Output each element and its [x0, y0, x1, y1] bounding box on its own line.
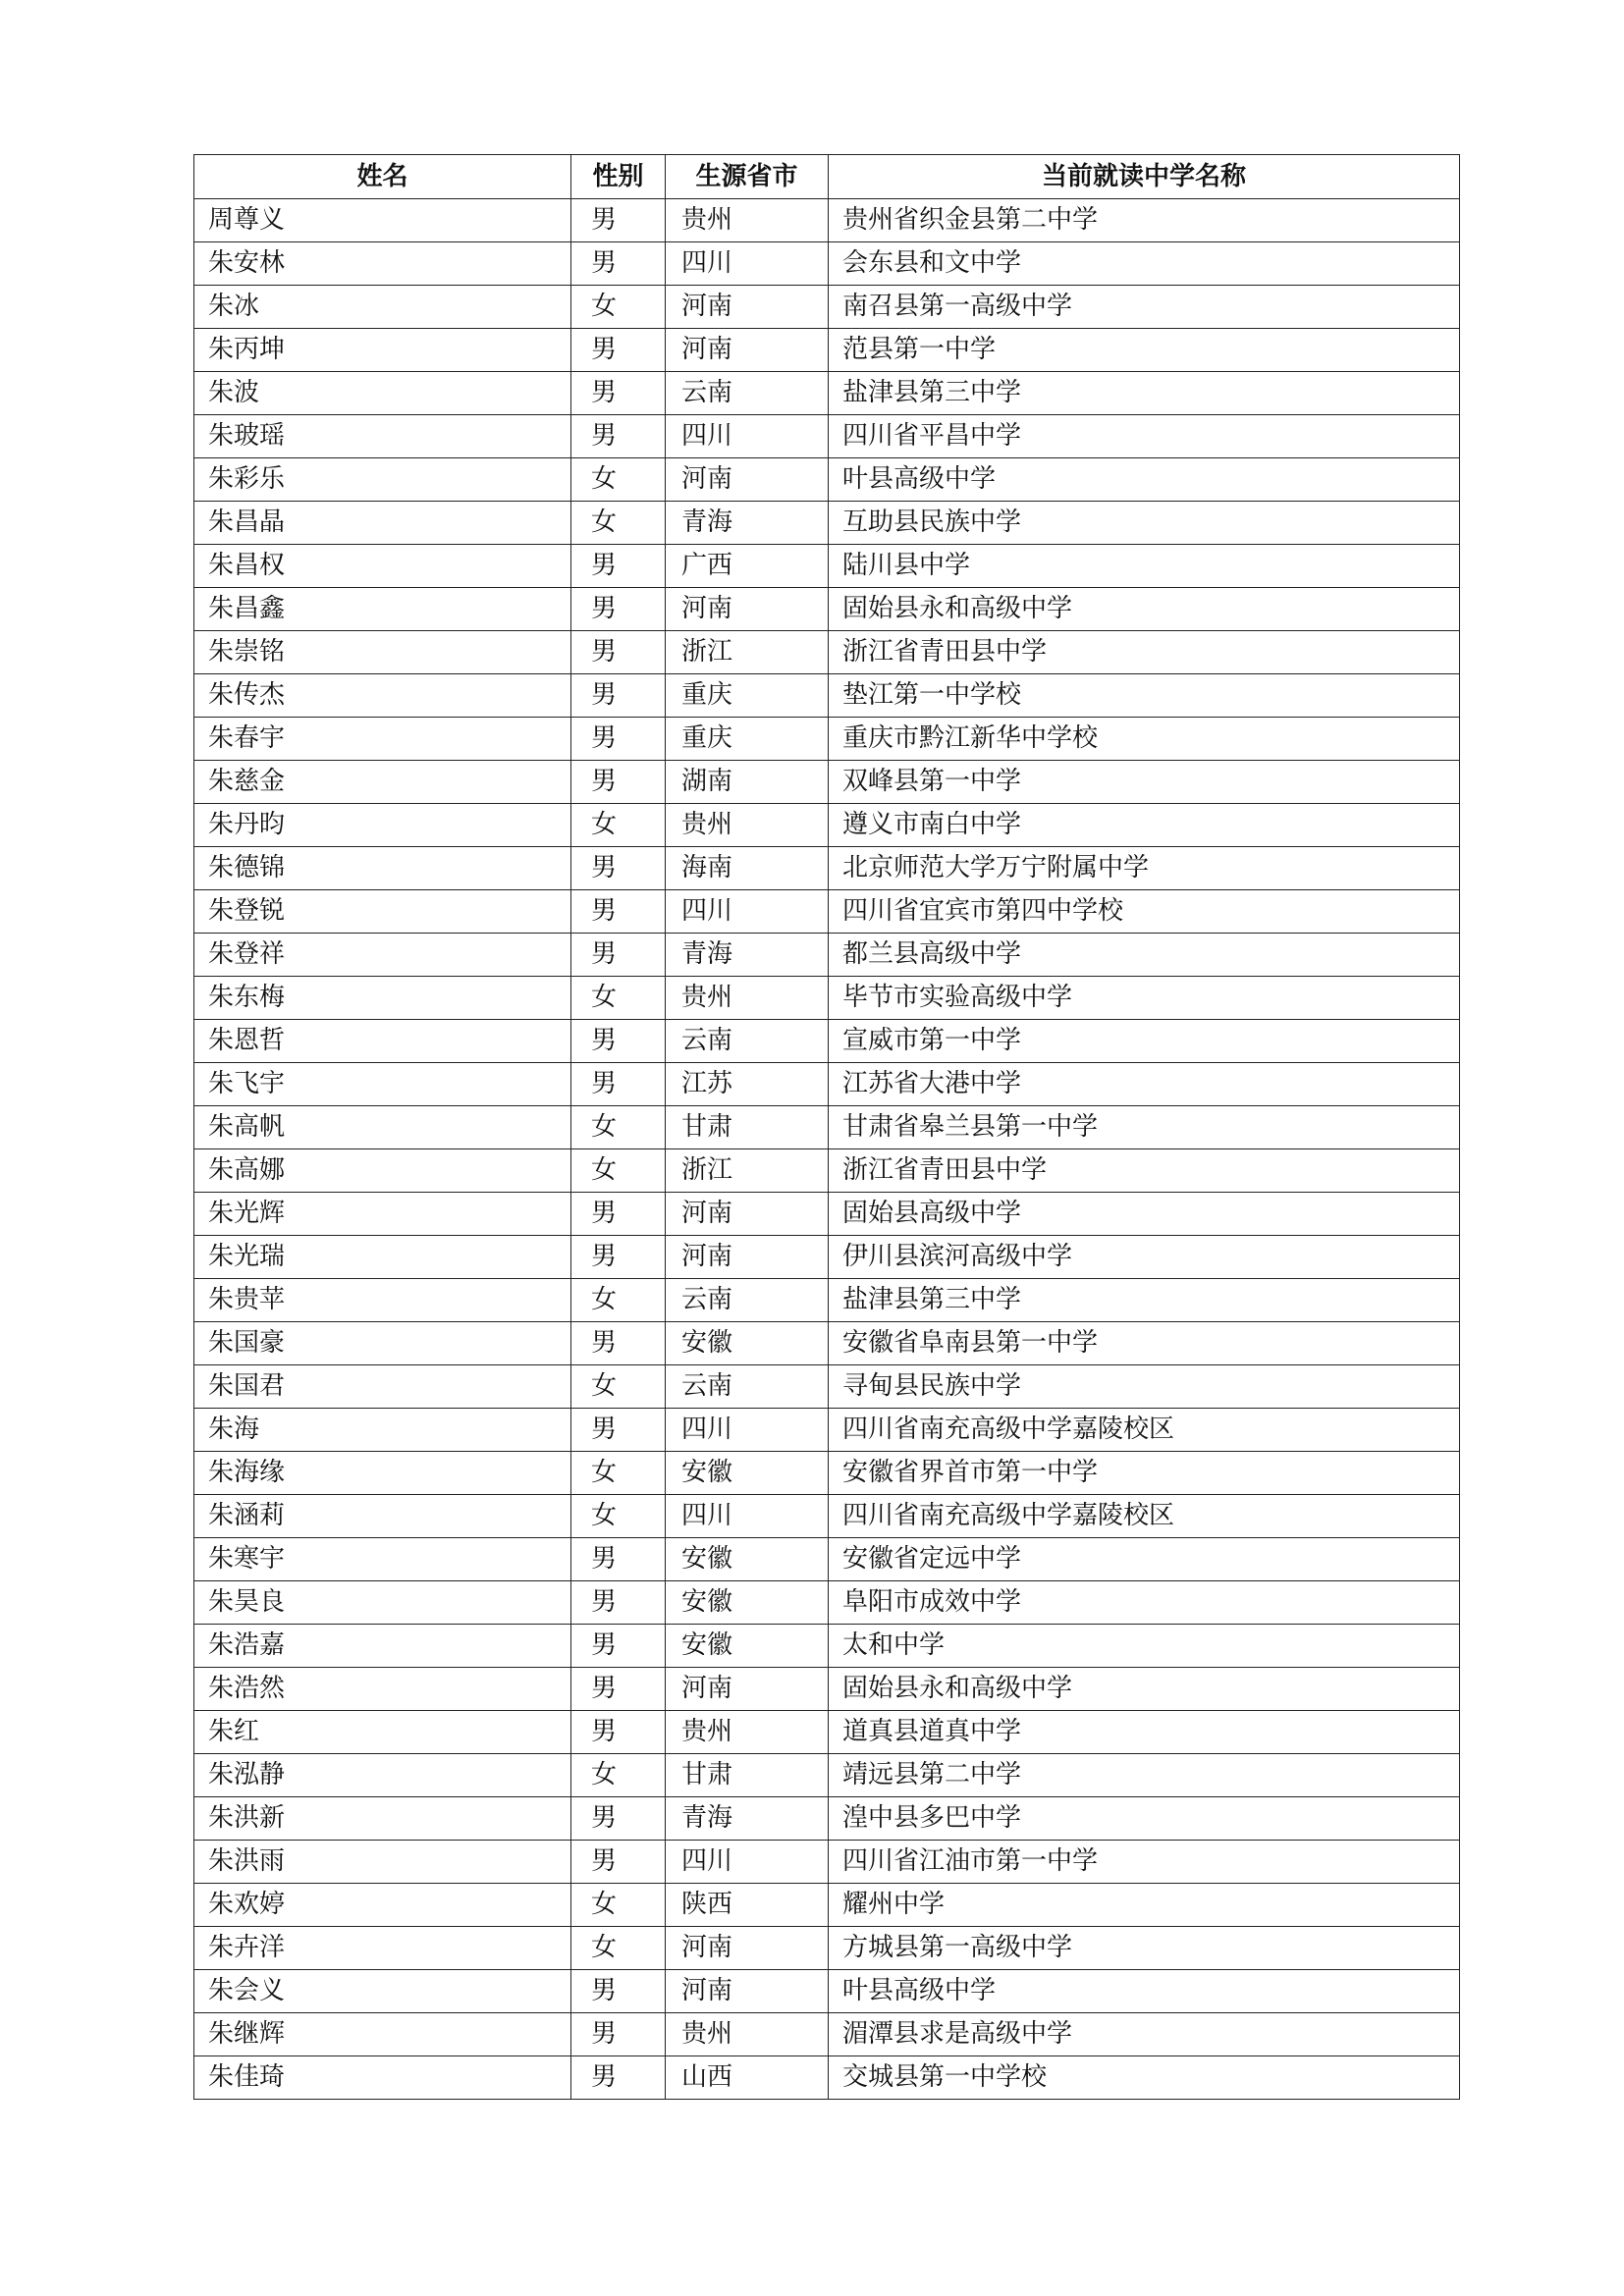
- table-row: [194, 372, 1460, 415]
- table-row: [194, 1106, 1460, 1149]
- roster-body: [194, 199, 1460, 2100]
- school-name-cell: 叶县高级中学: [829, 1970, 1460, 2013]
- gender-cell: 女: [571, 286, 666, 329]
- gender-cell: 男: [571, 199, 666, 242]
- student-name-cell: 朱登祥: [194, 934, 571, 977]
- school-name-cell: 方城县第一高级中学: [829, 1927, 1460, 1970]
- school-name-cell: 四川省南充高级中学嘉陵校区: [829, 1495, 1460, 1538]
- province-cell: 河南: [666, 286, 829, 329]
- table-row: [194, 329, 1460, 372]
- student-name-cell: 朱红: [194, 1711, 571, 1754]
- gender-cell: 女: [571, 1365, 666, 1409]
- gender-cell: 女: [571, 977, 666, 1020]
- table-row: [194, 1452, 1460, 1495]
- gender-cell: 男: [571, 1625, 666, 1668]
- student-name-cell: 朱昌鑫: [194, 588, 571, 631]
- gender-cell: 男: [571, 847, 666, 890]
- table-row: [194, 1711, 1460, 1754]
- school-name-cell: 四川省南充高级中学嘉陵校区: [829, 1409, 1460, 1452]
- school-name-cell: 固始县永和高级中学: [829, 588, 1460, 631]
- province-cell: 贵州: [666, 199, 829, 242]
- province-cell: 四川: [666, 1495, 829, 1538]
- province-cell: 贵州: [666, 1711, 829, 1754]
- school-name-cell: 甘肃省皋兰县第一中学: [829, 1106, 1460, 1149]
- student-name-cell: 朱玻瑶: [194, 415, 571, 458]
- school-name-cell: 互助县民族中学: [829, 502, 1460, 545]
- province-cell: 浙江: [666, 631, 829, 674]
- student-name-cell: 朱泓静: [194, 1754, 571, 1797]
- gender-cell: 男: [571, 1322, 666, 1365]
- table-row: [194, 2056, 1460, 2100]
- province-cell: 河南: [666, 458, 829, 502]
- province-cell: 河南: [666, 1236, 829, 1279]
- table-row: [194, 199, 1460, 242]
- province-cell: 青海: [666, 502, 829, 545]
- table-row: [194, 242, 1460, 286]
- province-cell: 四川: [666, 415, 829, 458]
- table-row: [194, 1668, 1460, 1711]
- school-name-cell: 安徽省界首市第一中学: [829, 1452, 1460, 1495]
- gender-cell: 男: [571, 890, 666, 934]
- province-cell: 安徽: [666, 1452, 829, 1495]
- roster-sheet: [193, 154, 1459, 2100]
- province-cell: 河南: [666, 329, 829, 372]
- table-row: [194, 934, 1460, 977]
- province-cell: 安徽: [666, 1322, 829, 1365]
- gender-cell: 女: [571, 1927, 666, 1970]
- gender-cell: 男: [571, 415, 666, 458]
- school-name-cell: 盐津县第三中学: [829, 372, 1460, 415]
- province-cell: 四川: [666, 242, 829, 286]
- gender-cell: 女: [571, 1149, 666, 1193]
- student-name-cell: 朱卉洋: [194, 1927, 571, 1970]
- province-cell: 重庆: [666, 674, 829, 718]
- school-name-cell: 太和中学: [829, 1625, 1460, 1668]
- province-cell: 江苏: [666, 1063, 829, 1106]
- gender-cell: 女: [571, 804, 666, 847]
- school-name-cell: 四川省宜宾市第四中学校: [829, 890, 1460, 934]
- province-cell: 贵州: [666, 977, 829, 1020]
- student-name-cell: 朱光辉: [194, 1193, 571, 1236]
- province-cell: 安徽: [666, 1538, 829, 1581]
- gender-cell: 男: [571, 631, 666, 674]
- province-cell: 贵州: [666, 2013, 829, 2056]
- student-name-cell: 朱欢婷: [194, 1884, 571, 1927]
- student-name-cell: 朱德锦: [194, 847, 571, 890]
- school-name-cell: 浙江省青田县中学: [829, 631, 1460, 674]
- gender-cell: 男: [571, 1236, 666, 1279]
- gender-cell: 男: [571, 1020, 666, 1063]
- table-row: [194, 674, 1460, 718]
- gender-cell: 男: [571, 1063, 666, 1106]
- gender-cell: 女: [571, 502, 666, 545]
- province-cell: 广西: [666, 545, 829, 588]
- school-name-cell: 阜阳市成效中学: [829, 1581, 1460, 1625]
- table-row: [194, 847, 1460, 890]
- province-cell: 山西: [666, 2056, 829, 2100]
- student-name-cell: 朱丹昀: [194, 804, 571, 847]
- student-name-cell: 朱光瑞: [194, 1236, 571, 1279]
- school-name-cell: 会东县和文中学: [829, 242, 1460, 286]
- gender-cell: 女: [571, 1452, 666, 1495]
- table-row: [194, 718, 1460, 761]
- table-row: [194, 1754, 1460, 1797]
- school-name-cell: 四川省平昌中学: [829, 415, 1460, 458]
- gender-cell: 女: [571, 1884, 666, 1927]
- table-row: [194, 502, 1460, 545]
- gender-cell: 男: [571, 1668, 666, 1711]
- school-name-cell: 叶县高级中学: [829, 458, 1460, 502]
- school-name-cell: 浙江省青田县中学: [829, 1149, 1460, 1193]
- student-name-cell: 朱会义: [194, 1970, 571, 2013]
- school-name-cell: 湄潭县求是高级中学: [829, 2013, 1460, 2056]
- student-name-cell: 朱昊良: [194, 1581, 571, 1625]
- gender-cell: 男: [571, 1711, 666, 1754]
- table-row: [194, 1495, 1460, 1538]
- student-roster-table: [193, 154, 1460, 2100]
- gender-cell: 女: [571, 1754, 666, 1797]
- gender-cell: 男: [571, 329, 666, 372]
- province-cell: 云南: [666, 1020, 829, 1063]
- column-header-name: 姓名: [194, 155, 571, 199]
- table-row: [194, 286, 1460, 329]
- table-row: [194, 1063, 1460, 1106]
- school-name-cell: 靖远县第二中学: [829, 1754, 1460, 1797]
- student-name-cell: 朱安林: [194, 242, 571, 286]
- gender-cell: 男: [571, 1538, 666, 1581]
- gender-cell: 男: [571, 242, 666, 286]
- school-name-cell: 都兰县高级中学: [829, 934, 1460, 977]
- province-cell: 甘肃: [666, 1106, 829, 1149]
- province-cell: 陕西: [666, 1884, 829, 1927]
- table-row: [194, 415, 1460, 458]
- gender-cell: 男: [571, 2056, 666, 2100]
- student-name-cell: 朱丙坤: [194, 329, 571, 372]
- gender-cell: 女: [571, 1495, 666, 1538]
- gender-cell: 男: [571, 1797, 666, 1841]
- province-cell: 安徽: [666, 1625, 829, 1668]
- table-row: [194, 1538, 1460, 1581]
- province-cell: 青海: [666, 1797, 829, 1841]
- column-header-gender: 性别: [571, 155, 666, 199]
- school-name-cell: 北京师范大学万宁附属中学: [829, 847, 1460, 890]
- student-name-cell: 朱冰: [194, 286, 571, 329]
- gender-cell: 女: [571, 1106, 666, 1149]
- student-name-cell: 朱洪雨: [194, 1841, 571, 1884]
- student-name-cell: 朱海: [194, 1409, 571, 1452]
- student-name-cell: 朱贵苹: [194, 1279, 571, 1322]
- student-name-cell: 朱高娜: [194, 1149, 571, 1193]
- school-name-cell: 四川省江油市第一中学: [829, 1841, 1460, 1884]
- header-row: [194, 155, 1460, 199]
- student-name-cell: 朱慈金: [194, 761, 571, 804]
- province-cell: 云南: [666, 1365, 829, 1409]
- province-cell: 海南: [666, 847, 829, 890]
- table-row: [194, 1236, 1460, 1279]
- table-row: [194, 804, 1460, 847]
- gender-cell: 男: [571, 545, 666, 588]
- gender-cell: 男: [571, 761, 666, 804]
- school-name-cell: 毕节市实验高级中学: [829, 977, 1460, 1020]
- student-name-cell: 朱波: [194, 372, 571, 415]
- school-name-cell: 遵义市南白中学: [829, 804, 1460, 847]
- student-name-cell: 周尊义: [194, 199, 571, 242]
- table-row: [194, 458, 1460, 502]
- student-name-cell: 朱昌晶: [194, 502, 571, 545]
- table-row: [194, 1927, 1460, 1970]
- student-name-cell: 朱佳琦: [194, 2056, 571, 2100]
- school-name-cell: 江苏省大港中学: [829, 1063, 1460, 1106]
- gender-cell: 男: [571, 372, 666, 415]
- student-name-cell: 朱彩乐: [194, 458, 571, 502]
- student-name-cell: 朱涵莉: [194, 1495, 571, 1538]
- province-cell: 云南: [666, 372, 829, 415]
- gender-cell: 男: [571, 674, 666, 718]
- school-name-cell: 宣威市第一中学: [829, 1020, 1460, 1063]
- table-row: [194, 1020, 1460, 1063]
- school-name-cell: 安徽省定远中学: [829, 1538, 1460, 1581]
- table-row: [194, 631, 1460, 674]
- student-name-cell: 朱海缘: [194, 1452, 571, 1495]
- table-row: [194, 1409, 1460, 1452]
- gender-cell: 女: [571, 1279, 666, 1322]
- student-name-cell: 朱继辉: [194, 2013, 571, 2056]
- column-header-school: 当前就读中学名称: [829, 155, 1460, 199]
- gender-cell: 男: [571, 934, 666, 977]
- province-cell: 四川: [666, 1841, 829, 1884]
- table-row: [194, 1149, 1460, 1193]
- school-name-cell: 陆川县中学: [829, 545, 1460, 588]
- student-name-cell: 朱登锐: [194, 890, 571, 934]
- school-name-cell: 伊川县滨河高级中学: [829, 1236, 1460, 1279]
- school-name-cell: 寻甸县民族中学: [829, 1365, 1460, 1409]
- school-name-cell: 垫江第一中学校: [829, 674, 1460, 718]
- column-header-province: 生源省市: [666, 155, 829, 199]
- student-name-cell: 朱高帆: [194, 1106, 571, 1149]
- student-name-cell: 朱浩然: [194, 1668, 571, 1711]
- student-name-cell: 朱春宇: [194, 718, 571, 761]
- province-cell: 安徽: [666, 1581, 829, 1625]
- gender-cell: 女: [571, 458, 666, 502]
- province-cell: 四川: [666, 1409, 829, 1452]
- school-name-cell: 耀州中学: [829, 1884, 1460, 1927]
- gender-cell: 男: [571, 1970, 666, 2013]
- gender-cell: 男: [571, 1841, 666, 1884]
- school-name-cell: 盐津县第三中学: [829, 1279, 1460, 1322]
- student-name-cell: 朱崇铭: [194, 631, 571, 674]
- school-name-cell: 交城县第一中学校: [829, 2056, 1460, 2100]
- province-cell: 重庆: [666, 718, 829, 761]
- school-name-cell: 安徽省阜南县第一中学: [829, 1322, 1460, 1365]
- table-row: [194, 890, 1460, 934]
- province-cell: 河南: [666, 1668, 829, 1711]
- school-name-cell: 重庆市黔江新华中学校: [829, 718, 1460, 761]
- table-row: [194, 1884, 1460, 1927]
- student-name-cell: 朱国豪: [194, 1322, 571, 1365]
- table-row: [194, 1625, 1460, 1668]
- table-row: [194, 1322, 1460, 1365]
- province-cell: 贵州: [666, 804, 829, 847]
- table-row: [194, 2013, 1460, 2056]
- table-row: [194, 977, 1460, 1020]
- province-cell: 青海: [666, 934, 829, 977]
- table-row: [194, 1581, 1460, 1625]
- gender-cell: 男: [571, 1193, 666, 1236]
- table-row: [194, 1365, 1460, 1409]
- student-name-cell: 朱寒宇: [194, 1538, 571, 1581]
- province-cell: 云南: [666, 1279, 829, 1322]
- student-name-cell: 朱恩哲: [194, 1020, 571, 1063]
- province-cell: 河南: [666, 588, 829, 631]
- table-row: [194, 761, 1460, 804]
- gender-cell: 男: [571, 2013, 666, 2056]
- table-row: [194, 1841, 1460, 1884]
- gender-cell: 男: [571, 1581, 666, 1625]
- table-row: [194, 1970, 1460, 2013]
- gender-cell: 男: [571, 718, 666, 761]
- student-name-cell: 朱东梅: [194, 977, 571, 1020]
- province-cell: 河南: [666, 1193, 829, 1236]
- province-cell: 湖南: [666, 761, 829, 804]
- student-name-cell: 朱国君: [194, 1365, 571, 1409]
- student-name-cell: 朱昌权: [194, 545, 571, 588]
- province-cell: 甘肃: [666, 1754, 829, 1797]
- school-name-cell: 湟中县多巴中学: [829, 1797, 1460, 1841]
- school-name-cell: 道真县道真中学: [829, 1711, 1460, 1754]
- school-name-cell: 双峰县第一中学: [829, 761, 1460, 804]
- table-row: [194, 1279, 1460, 1322]
- student-name-cell: 朱浩嘉: [194, 1625, 571, 1668]
- province-cell: 浙江: [666, 1149, 829, 1193]
- table-row: [194, 588, 1460, 631]
- student-name-cell: 朱洪新: [194, 1797, 571, 1841]
- gender-cell: 男: [571, 1409, 666, 1452]
- school-name-cell: 范县第一中学: [829, 329, 1460, 372]
- province-cell: 河南: [666, 1927, 829, 1970]
- gender-cell: 男: [571, 588, 666, 631]
- province-cell: 四川: [666, 890, 829, 934]
- table-row: [194, 1797, 1460, 1841]
- school-name-cell: 南召县第一高级中学: [829, 286, 1460, 329]
- school-name-cell: 贵州省织金县第二中学: [829, 199, 1460, 242]
- school-name-cell: 固始县永和高级中学: [829, 1668, 1460, 1711]
- table-row: [194, 1193, 1460, 1236]
- province-cell: 河南: [666, 1970, 829, 2013]
- school-name-cell: 固始县高级中学: [829, 1193, 1460, 1236]
- student-name-cell: 朱传杰: [194, 674, 571, 718]
- table-row: [194, 545, 1460, 588]
- student-name-cell: 朱飞宇: [194, 1063, 571, 1106]
